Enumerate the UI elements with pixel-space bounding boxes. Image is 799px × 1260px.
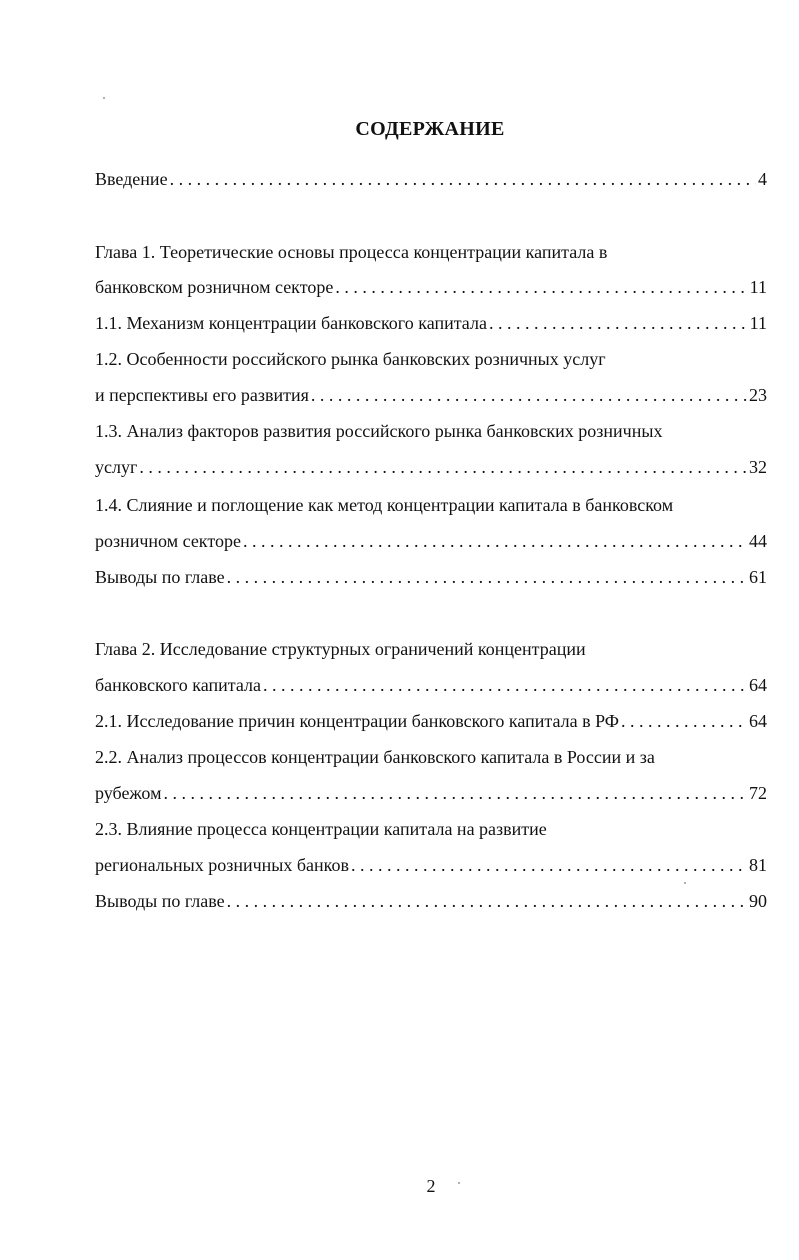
toc-entry-text: 2.1. Исследование причин концентрации банковского капитала в РФ: [95, 711, 620, 731]
toc-entry-text: и перспективы его развития: [95, 385, 309, 405]
toc-entry-text: региональных розничных банков: [95, 855, 349, 875]
toc-leader-dots: [170, 168, 756, 190]
toc-leader-dots: [243, 530, 747, 552]
toc-leader-dots: [263, 674, 747, 696]
scan-speck: [458, 1182, 460, 1184]
toc-page-number: 11: [749, 313, 767, 333]
toc-chapter-1-heading: Глава 1. Теоретические основы процесса концентрации капитала в: [95, 242, 608, 262]
toc-entry-text: услуг: [95, 457, 138, 477]
toc-entry-chapter-2: [95, 674, 767, 696]
toc-entry-2-3: [95, 854, 767, 876]
toc-entry-2-2-line-1: 2.2. Анализ процессов концентрации банковского капитала в России и за: [95, 747, 655, 767]
toc-entry-2-1: [95, 710, 767, 732]
toc-leader-dots: [311, 384, 747, 406]
toc-leader-dots: [227, 566, 747, 588]
toc-page-number: 90: [749, 891, 767, 911]
toc-page-number: 11: [749, 277, 767, 297]
toc-page-number: 64: [749, 711, 767, 731]
toc-leader-dots: [227, 890, 747, 912]
toc-entry-text: банковского капитала: [95, 675, 261, 695]
toc-entry-text: рубежом: [95, 783, 162, 803]
toc-entry-1-2-line-1: 1.2. Особенности российского рынка банковских розничных услуг: [95, 349, 606, 369]
toc-leader-dots: [139, 456, 747, 478]
toc-entry-1-4-line-1: 1.4. Слияние и поглощение как метод концентрации капитала в банковском: [95, 495, 674, 515]
toc-entry-1-4: [95, 530, 767, 552]
toc-page-number: 72: [749, 783, 767, 803]
scan-speck: [684, 882, 686, 884]
toc-entry-text: Выводы по главе: [95, 891, 225, 911]
toc-entry-chapter-1-conclusions: [95, 566, 767, 588]
toc-entry-2-3-line-1: 2.3. Влияние процесса концентрации капитала на развитие: [95, 819, 547, 839]
toc-entry-text: розничном секторе: [95, 531, 241, 551]
toc-page-number: 4: [758, 169, 767, 189]
toc-page-number: 64: [749, 675, 767, 695]
toc-entry-text: банковском розничном секторе: [95, 277, 334, 297]
toc-entry-chapter-1: [95, 276, 767, 298]
toc-entry-1-2: [95, 384, 767, 406]
toc-chapter-2-heading: Глава 2. Исследование структурных ограничений концентрации: [95, 639, 586, 659]
toc-entry-chapter-2-conclusions: [95, 890, 767, 912]
toc-page-number: 44: [749, 531, 767, 551]
toc-page-number: 81: [749, 855, 767, 875]
toc-page-number: 23: [749, 385, 767, 405]
toc-page-number: 61: [749, 567, 767, 587]
toc-entry-1-3-line-1: 1.3. Анализ факторов развития российского рынка банковских розничных: [95, 421, 663, 441]
toc-leader-dots: [351, 854, 747, 876]
toc-page-number: 32: [749, 457, 767, 477]
toc-leader-dots: [335, 276, 747, 298]
toc-entry-text: 1.1. Механизм концентрации банковского капитала: [95, 313, 487, 333]
toc-leader-dots: [621, 710, 747, 732]
page-title: СОДЕРЖАНИЕ: [355, 118, 505, 140]
page-number: 2: [426, 1176, 436, 1196]
toc-entry-introduction: [95, 168, 767, 190]
toc-entry-text: Введение: [95, 169, 168, 189]
toc-entry-1-3: [95, 456, 767, 478]
toc-entry-1-1: [95, 312, 767, 334]
toc-leader-dots: [489, 312, 748, 334]
toc-entry-2-2: [95, 782, 767, 804]
toc-leader-dots: [163, 782, 747, 804]
scan-speck: [103, 97, 105, 99]
toc-entry-text: Выводы по главе: [95, 567, 225, 587]
